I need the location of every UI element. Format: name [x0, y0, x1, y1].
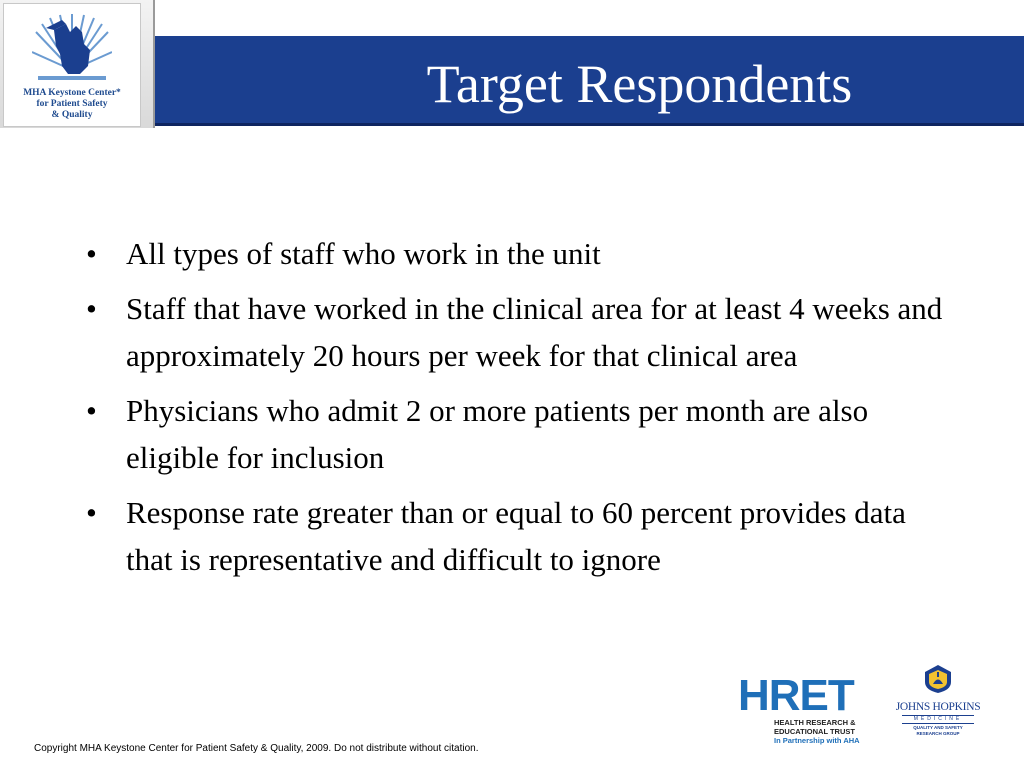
bullet-marker: • — [86, 393, 97, 428]
jhu-subtitle: QUALITY AND SAFETY RESEARCH GROUP — [913, 725, 963, 736]
bullet-marker: • — [86, 495, 97, 530]
jhu-medicine: MEDICINE — [902, 715, 974, 724]
johns-hopkins-logo — [890, 664, 986, 744]
bullet-item — [86, 230, 956, 277]
bullet-text: All types of staff who work in the unit — [126, 236, 601, 271]
hret-wordmark: HRET — [738, 671, 854, 720]
bullet-item — [86, 387, 956, 481]
dome-shield-icon — [923, 664, 953, 694]
jhu-name: JOHNS HOPKINS — [895, 701, 981, 713]
copyright-notice: Copyright MHA Keystone Center for Patient Safety & Quality, 2009. Do not distribute without citation. — [34, 743, 479, 754]
title-bar — [155, 36, 1024, 126]
bullet-marker: • — [86, 236, 97, 271]
michigan-sunburst-icon — [32, 10, 112, 86]
logo-caption: MHA Keystone Center* for Patient Safety & Quality — [23, 88, 121, 120]
bullet-item — [86, 285, 956, 379]
hret-caption: HEALTH RESEARCH & EDUCATIONAL TRUST In Partnership with AHA — [774, 718, 860, 745]
bullet-marker: • — [86, 291, 97, 326]
logo-panel — [0, 0, 155, 128]
mha-keystone-logo — [3, 3, 141, 127]
slide-title: Target Respondents — [426, 54, 853, 114]
bullet-item — [86, 489, 956, 583]
bullet-text: Response rate greater than or equal to 60 percent provides data that is representative and difficult to ignore — [126, 495, 906, 577]
bullet-list — [86, 230, 956, 591]
bullet-text: Staff that have worked in the clinical area for at least 4 weeks and approximately 20 hours per week for that clinical area — [126, 291, 943, 373]
hret-logo — [738, 671, 878, 748]
bullet-text: Physicians who admit 2 or more patients per month are also eligible for inclusion — [126, 393, 869, 475]
